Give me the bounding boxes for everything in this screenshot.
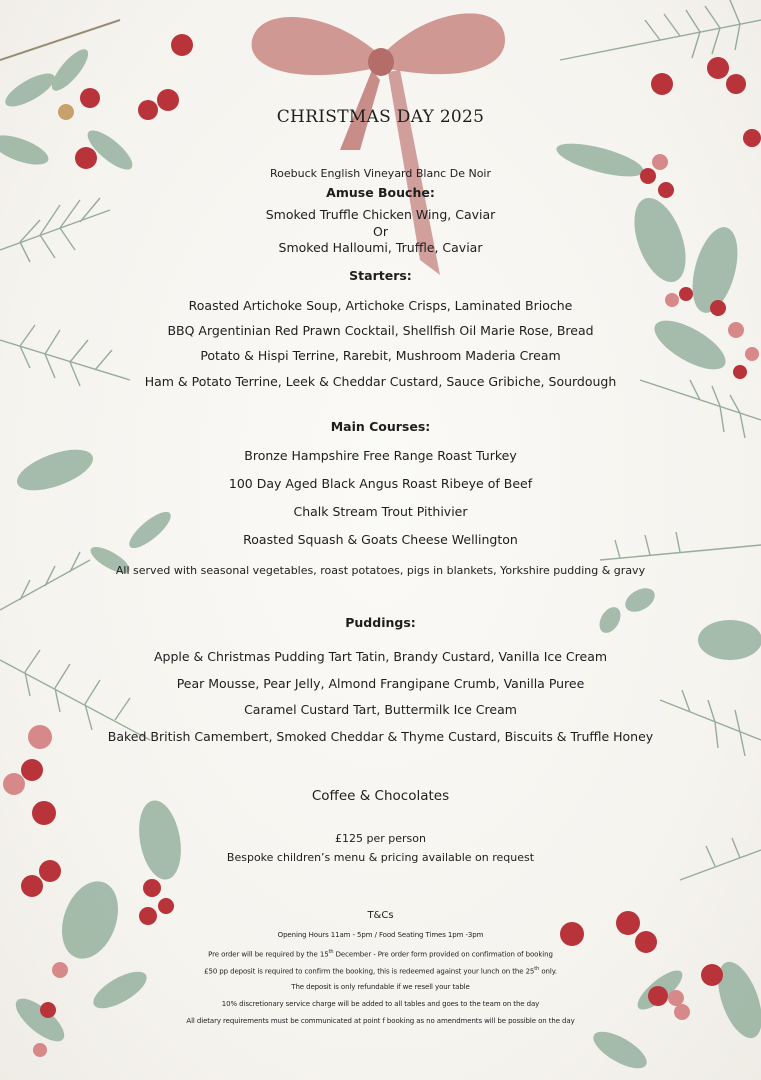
- starters-heading: Starters:: [349, 268, 412, 283]
- starter-item: Ham & Potato Terrine, Leek & Cheddar Custard, Sauce Gribiche, Sourdough: [144, 374, 617, 389]
- pudding-item: Baked British Camembert, Smoked Cheddar & Thyme Custard, Biscuits & Truffle Honey: [107, 729, 654, 744]
- terms-dietary: All dietary requirements must be communicated at point f booking as no amendments will be possible on the day: [186, 1017, 575, 1025]
- childrens-menu-note: Bespoke children’s menu & pricing available on request: [226, 851, 535, 864]
- main-courses-heading: Main Courses:: [330, 419, 431, 434]
- main-course-item: 100 Day Aged Black Angus Roast Ribeye of Beef: [228, 476, 533, 491]
- starter-item: Potato & Hispi Terrine, Rarebit, Mushroom Maderia Cream: [200, 348, 561, 363]
- terms-deposit: £50 pp deposit is required to confirm the booking, this is redeemed against your lunch on the 25th only.: [204, 966, 557, 976]
- amuse-bouche-heading: Amuse Bouche:: [326, 185, 435, 200]
- amuse-option-1: Smoked Truffle Chicken Wing, Caviar: [265, 207, 496, 222]
- terms-opening-hours: Opening Hours 11am - 5pm / Food Seating Times 1pm -3pm: [277, 931, 484, 939]
- pudding-item: Apple & Christmas Pudding Tart Tatin, Brandy Custard, Vanilla Ice Cream: [153, 649, 608, 664]
- price-per-person: £125 per person: [335, 832, 426, 845]
- puddings-heading: Puddings:: [345, 615, 416, 630]
- pudding-item: Caramel Custard Tart, Buttermilk Ice Cream: [244, 702, 517, 717]
- main-course-item: Chalk Stream Trout Pithivier: [293, 504, 468, 519]
- mains-served-with-note: All served with seasonal vegetables, roast potatoes, pigs in blankets, Yorkshire pudding & gravy: [115, 564, 646, 577]
- coffee-chocolates: Coffee & Chocolates: [311, 788, 450, 804]
- pudding-item: Pear Mousse, Pear Jelly, Almond Frangipane Crumb, Vanilla Puree: [176, 676, 585, 691]
- terms-heading: T&Cs: [367, 910, 394, 921]
- main-course-item: Bronze Hampshire Free Range Roast Turkey: [244, 448, 517, 463]
- main-course-item: Roasted Squash & Goats Cheese Wellington: [243, 532, 518, 547]
- terms-service-charge: 10% discretionary service charge will be added to all tables and goes to the team on the day: [221, 1000, 540, 1008]
- amuse-option-2: Smoked Halloumi, Truffle, Caviar: [278, 240, 483, 255]
- amuse-or: Or: [373, 224, 388, 239]
- terms-refund: The deposit is only refundable if we resell your table: [291, 983, 470, 991]
- terms-preorder: Pre order will be required by the 15th December - Pre order form provided on confirmation of booking: [208, 949, 553, 959]
- wine-pairing: Roebuck English Vineyard Blanc De Noir: [270, 167, 491, 180]
- menu-title: CHRISTMAS DAY 2025: [276, 107, 485, 127]
- starter-item: Roasted Artichoke Soup, Artichoke Crisps, Laminated Brioche: [188, 298, 573, 313]
- starter-item: BBQ Argentinian Red Prawn Cocktail, Shellfish Oil Marie Rose, Bread: [167, 323, 594, 338]
